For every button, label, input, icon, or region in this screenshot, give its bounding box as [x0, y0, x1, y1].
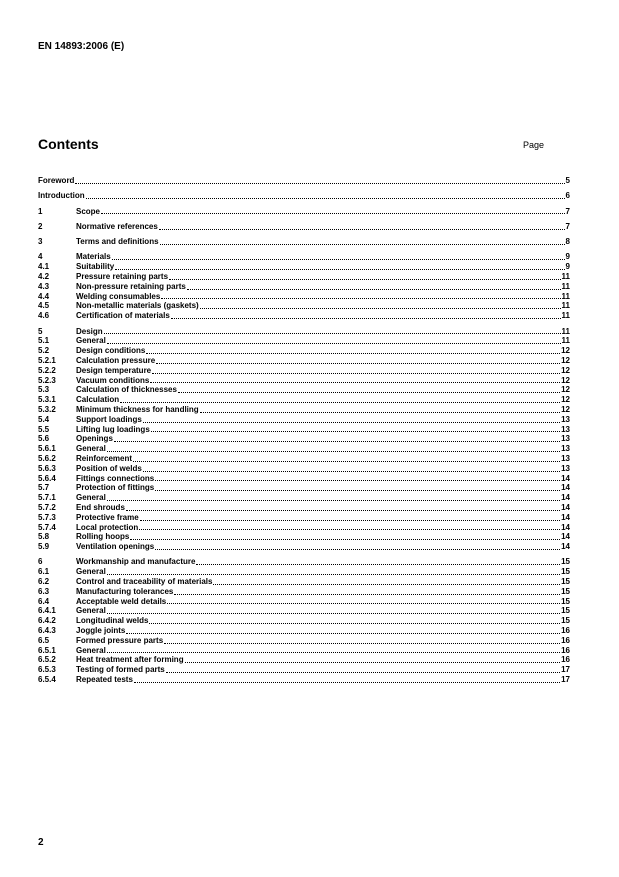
- toc-leader-dots: [107, 336, 561, 344]
- toc-entry-number: 5.7: [38, 483, 50, 493]
- toc-entry-title: Welding consumables: [76, 291, 161, 301]
- toc-entry[interactable]: [38, 262, 570, 272]
- toc-entry-page: 11: [561, 272, 570, 282]
- toc-entry-title: Fittings connections: [76, 473, 155, 483]
- toc-entry-page: 14: [561, 542, 570, 552]
- toc-entry-page: 13: [561, 434, 570, 444]
- toc-entry[interactable]: [38, 646, 570, 656]
- toc-entry[interactable]: [38, 606, 570, 616]
- toc-entry[interactable]: [38, 385, 570, 395]
- toc-entry-number: 5.9: [38, 542, 50, 552]
- toc-leader-dots: [143, 415, 560, 423]
- toc-entry-title: Local protection: [76, 522, 139, 532]
- toc-entry[interactable]: [38, 222, 570, 232]
- toc-entry-title: Longitudinal welds: [76, 616, 149, 626]
- toc-entry-page: 12: [561, 404, 570, 414]
- toc-entry-title: Materials: [76, 252, 111, 262]
- toc-entry-title: Design conditions: [76, 346, 146, 356]
- toc-leader-dots: [134, 675, 560, 683]
- toc-leader-dots: [104, 326, 561, 334]
- toc-entry-page: 9: [565, 252, 570, 262]
- toc-leader-dots: [75, 176, 564, 184]
- toc-entry-page: 15: [561, 596, 570, 606]
- toc-entry-number: 5.3.1: [38, 395, 56, 405]
- toc-entry-number: 4.5: [38, 301, 50, 311]
- toc-entry-title: General: [76, 645, 106, 655]
- toc-entry-page: 9: [565, 262, 570, 272]
- toc-entry-page: 7: [565, 206, 570, 216]
- toc-entry-number: 6.5.3: [38, 665, 56, 675]
- toc-entry[interactable]: [38, 311, 570, 321]
- toc-entry-page: 14: [561, 502, 570, 512]
- toc-leader-dots: [139, 522, 560, 530]
- toc-entry-title: Suitability: [76, 262, 115, 272]
- toc-leader-dots: [174, 587, 560, 595]
- toc-entry-title: Non-metallic materials (gaskets): [76, 301, 199, 311]
- toc-entry[interactable]: [38, 237, 570, 247]
- toc-leader-dots: [200, 301, 561, 309]
- toc-leader-dots: [171, 311, 561, 319]
- toc-entry[interactable]: [38, 626, 570, 636]
- toc-entry-page: 14: [561, 473, 570, 483]
- toc-entry[interactable]: [38, 493, 570, 503]
- toc-entry-page: 16: [561, 625, 570, 635]
- toc-entry-title: Workmanship and manufacture: [76, 557, 196, 567]
- toc-entry-page: 7: [565, 221, 570, 231]
- toc-entry-page: 13: [561, 453, 570, 463]
- toc-entry[interactable]: [38, 567, 570, 577]
- page-number: 2: [38, 837, 44, 848]
- toc-entry-title: Normative references: [76, 221, 158, 231]
- toc-entry-number: 6.4: [38, 596, 50, 606]
- toc-entry-page: 12: [561, 395, 570, 405]
- toc-entry[interactable]: [38, 327, 570, 337]
- toc-leader-dots: [130, 532, 560, 540]
- toc-entry[interactable]: [38, 464, 570, 474]
- toc-entry-number: 5.6.3: [38, 463, 56, 473]
- toc-leader-dots: [107, 606, 560, 614]
- toc-leader-dots: [169, 272, 560, 280]
- toc-entry-title: Formed pressure parts: [76, 635, 164, 645]
- toc-entry-number: 4: [38, 252, 43, 262]
- toc-entry-title: Introduction: [38, 191, 85, 201]
- toc-entry[interactable]: [38, 636, 570, 646]
- toc-entry-page: 13: [561, 414, 570, 424]
- toc-entry-number: 6.1: [38, 567, 50, 577]
- toc-leader-dots: [213, 577, 560, 585]
- toc-entry-page: 15: [561, 557, 570, 567]
- toc-entry-title: Repeated tests: [76, 674, 133, 684]
- toc-entry[interactable]: [38, 577, 570, 587]
- toc-entry-page: 11: [561, 336, 570, 346]
- toc-entry-number: 6.2: [38, 576, 50, 586]
- toc-entry-title: Control and traceability of materials: [76, 576, 213, 586]
- toc-entry-title: Foreword: [38, 176, 75, 185]
- toc-entry[interactable]: [38, 176, 570, 186]
- toc-leader-dots: [86, 191, 565, 199]
- toc-entry-title: Design temperature: [76, 365, 152, 375]
- toc-leader-dots: [151, 424, 560, 432]
- toc-entry-page: 16: [561, 635, 570, 645]
- toc-entry[interactable]: [38, 503, 570, 513]
- toc-entry-page: 15: [561, 586, 570, 596]
- toc-leader-dots: [115, 262, 564, 270]
- toc-entry-number: 5.3: [38, 385, 50, 395]
- toc-entry-title: Certification of materials: [76, 311, 170, 321]
- toc-entry-number: 6.4.3: [38, 625, 56, 635]
- toc-entry-title: General: [76, 493, 106, 503]
- toc-entry-number: 5.2.3: [38, 375, 56, 385]
- toc-entry-title: Minimum thickness for handling: [76, 404, 199, 414]
- toc-entry-page: 14: [561, 512, 570, 522]
- toc-entry-number: 5.7.1: [38, 493, 56, 503]
- toc-entry[interactable]: [38, 346, 570, 356]
- toc-entry-title: Non-pressure retaining parts: [76, 281, 186, 291]
- toc-leader-dots: [167, 596, 560, 604]
- toc-entry-number: 5.6.2: [38, 453, 56, 463]
- toc-entry-page: 12: [561, 346, 570, 356]
- toc-entry-title: Support loadings: [76, 414, 142, 424]
- toc-leader-dots: [156, 356, 560, 364]
- toc-entry-page: 12: [561, 355, 570, 365]
- toc-entry-title: Calculation: [76, 395, 120, 405]
- toc-entry[interactable]: [38, 444, 570, 454]
- toc-leader-dots: [178, 385, 560, 393]
- toc-entry-number: 5.2.1: [38, 355, 56, 365]
- toc-entry-title: Acceptable weld details: [76, 596, 167, 606]
- toc-entry-number: 5.6.4: [38, 473, 56, 483]
- toc-entry-page: 11: [561, 291, 570, 301]
- toc-entry[interactable]: [38, 532, 570, 542]
- contents-title: Contents: [38, 136, 99, 152]
- toc-entry-page: 15: [561, 576, 570, 586]
- toc-entry-number: 6.4.1: [38, 606, 56, 616]
- toc-entry-page: 5: [565, 176, 570, 185]
- toc-entry[interactable]: [38, 675, 570, 685]
- toc-entry-number: 6: [38, 557, 43, 567]
- toc-entry[interactable]: [38, 542, 570, 552]
- toc-entry-title: Calculation pressure: [76, 355, 156, 365]
- toc-entry-title: Heat treatment after forming: [76, 655, 184, 665]
- toc-entry-number: 5.7.4: [38, 522, 56, 532]
- toc-entry-title: General: [76, 336, 106, 346]
- toc-entry-title: Terms and definitions: [76, 237, 159, 247]
- toc-entry-page: 11: [561, 311, 570, 321]
- toc-entry[interactable]: [38, 557, 570, 567]
- toc-entry-page: 15: [561, 616, 570, 626]
- toc-entry-page: 13: [561, 444, 570, 454]
- toc-entry-number: 6.4.2: [38, 616, 56, 626]
- toc-leader-dots: [166, 665, 560, 673]
- toc-entry-page: 11: [561, 326, 570, 336]
- toc-entry-page: 13: [561, 424, 570, 434]
- toc-entry-title: Protective frame: [76, 512, 139, 522]
- toc-leader-dots: [120, 395, 560, 403]
- toc-entry[interactable]: [38, 434, 570, 444]
- toc-entry-number: 4.1: [38, 262, 50, 272]
- toc-entry-title: Ventilation openings: [76, 542, 155, 552]
- toc-entry-page: 17: [561, 674, 570, 684]
- toc-leader-dots: [149, 616, 560, 624]
- toc-entry-title: Pressure retaining parts: [76, 272, 169, 282]
- toc-leader-dots: [159, 222, 565, 230]
- toc-entry-page: 6: [565, 191, 570, 201]
- toc-leader-dots: [107, 493, 560, 501]
- toc-entry-page: 15: [561, 606, 570, 616]
- toc-entry-number: 5.3.2: [38, 404, 56, 414]
- toc-entry-number: 5.4: [38, 414, 50, 424]
- toc-entry-title: Design: [76, 326, 103, 336]
- toc-leader-dots: [107, 444, 560, 452]
- toc-leader-dots: [161, 291, 560, 299]
- toc-entry[interactable]: [38, 665, 570, 675]
- toc-entry-page: 11: [561, 281, 570, 291]
- toc-entry-number: 6.5: [38, 635, 50, 645]
- toc-leader-dots: [140, 513, 560, 521]
- toc-leader-dots: [133, 454, 560, 462]
- document-id-header: EN 14893:2006 (E): [38, 41, 125, 52]
- toc-entry-title: Joggle joints: [76, 625, 126, 635]
- toc-entry-number: 5.8: [38, 532, 50, 542]
- toc-entry[interactable]: [38, 454, 570, 464]
- toc-leader-dots: [150, 375, 560, 383]
- toc-entry-number: 5: [38, 326, 43, 336]
- toc-entry-page: 17: [561, 665, 570, 675]
- toc-entry-number: 4.4: [38, 291, 50, 301]
- toc-leader-dots: [143, 464, 560, 472]
- toc-entry-title: Protection of fittings: [76, 483, 155, 493]
- toc-entry-title: Testing of formed parts: [76, 665, 165, 675]
- toc-entry-title: Vacuum conditions: [76, 375, 150, 385]
- toc-entry[interactable]: [38, 252, 570, 262]
- toc-entry-title: End shrouds: [76, 502, 125, 512]
- toc-entry-number: 6.5.1: [38, 645, 56, 655]
- toc-leader-dots: [126, 503, 560, 511]
- toc-entry-number: 5.6: [38, 434, 50, 444]
- toc-leader-dots: [126, 626, 560, 634]
- toc-leader-dots: [107, 645, 560, 653]
- toc-entry[interactable]: [38, 207, 570, 217]
- toc-entry[interactable]: [38, 513, 570, 523]
- toc-entry[interactable]: [38, 483, 570, 493]
- toc-entry[interactable]: [38, 587, 570, 597]
- toc-leader-dots: [107, 567, 560, 575]
- toc-entry-title: Lifting lug loadings: [76, 424, 150, 434]
- toc-leader-dots: [114, 434, 560, 442]
- toc-entry-page: 12: [561, 385, 570, 395]
- toc-leader-dots: [160, 237, 565, 245]
- table-of-contents: [38, 176, 570, 685]
- toc-leader-dots: [155, 473, 560, 481]
- page-column-label: Page: [523, 140, 545, 150]
- toc-entry-number: 2: [38, 221, 43, 231]
- toc-entry-page: 14: [561, 522, 570, 532]
- toc-entry-number: 5.5: [38, 424, 50, 434]
- toc-entry-title: Scope: [76, 206, 101, 216]
- toc-entry-number: 5.1: [38, 336, 50, 346]
- toc-entry-title: General: [76, 567, 106, 577]
- toc-entry-title: Rolling hoops: [76, 532, 130, 542]
- toc-entry-page: 15: [561, 567, 570, 577]
- toc-entry-number: 6.5.4: [38, 674, 56, 684]
- toc-entry-number: 5.7.3: [38, 512, 56, 522]
- toc-entry-page: 16: [561, 645, 570, 655]
- toc-entry[interactable]: [38, 415, 570, 425]
- toc-entry-number: 1: [38, 206, 43, 216]
- toc-entry-number: 5.2: [38, 346, 50, 356]
- toc-leader-dots: [155, 542, 560, 550]
- toc-entry-page: 12: [561, 375, 570, 385]
- toc-entry-title: Manufacturing tolerances: [76, 586, 174, 596]
- toc-entry-page: 14: [561, 532, 570, 542]
- toc-entry-title: General: [76, 606, 106, 616]
- toc-entry-number: 5.6.1: [38, 444, 56, 454]
- toc-leader-dots: [200, 405, 560, 413]
- toc-entry-page: 11: [561, 301, 570, 311]
- toc-entry-page: 16: [561, 655, 570, 665]
- toc-entry[interactable]: [38, 191, 570, 201]
- toc-entry-title: Calculation of thicknesses: [76, 385, 177, 395]
- toc-entry-number: 4.2: [38, 272, 50, 282]
- toc-leader-dots: [146, 346, 560, 354]
- toc-leader-dots: [112, 252, 565, 260]
- toc-leader-dots: [185, 655, 561, 663]
- toc-entry-title: General: [76, 444, 106, 454]
- toc-entry[interactable]: [38, 395, 570, 405]
- toc-entry-page: 14: [561, 483, 570, 493]
- toc-entry[interactable]: [38, 272, 570, 282]
- toc-entry[interactable]: [38, 616, 570, 626]
- toc-entry-number: 4.3: [38, 281, 50, 291]
- toc-entry[interactable]: [38, 425, 570, 435]
- toc-entry[interactable]: [38, 366, 570, 376]
- toc-entry-number: 4.6: [38, 311, 50, 321]
- toc-leader-dots: [164, 636, 560, 644]
- toc-entry[interactable]: [38, 523, 570, 533]
- toc-entry-number: 5.7.2: [38, 502, 56, 512]
- toc-entry-number: 5.2.2: [38, 365, 56, 375]
- toc-entry[interactable]: [38, 405, 570, 415]
- toc-entry-number: 6.3: [38, 586, 50, 596]
- toc-leader-dots: [187, 282, 561, 290]
- toc-entry-number: 3: [38, 237, 43, 247]
- toc-leader-dots: [196, 557, 560, 565]
- toc-entry[interactable]: [38, 356, 570, 366]
- toc-entry[interactable]: [38, 474, 570, 484]
- toc-leader-dots: [101, 206, 565, 214]
- toc-entry[interactable]: [38, 282, 570, 292]
- toc-leader-dots: [155, 483, 560, 491]
- toc-entry-number: 6.5.2: [38, 655, 56, 665]
- toc-entry-page: 12: [561, 365, 570, 375]
- toc-entry-page: 13: [561, 463, 570, 473]
- toc-entry-title: Reinforcement: [76, 453, 133, 463]
- toc-entry[interactable]: [38, 597, 570, 607]
- toc-entry[interactable]: [38, 292, 570, 302]
- toc-entry-title: Openings: [76, 434, 113, 444]
- toc-leader-dots: [152, 366, 560, 374]
- toc-entry-page: 8: [565, 237, 570, 247]
- toc-entry-title: Position of welds: [76, 463, 142, 473]
- toc-entry[interactable]: [38, 336, 570, 346]
- toc-entry[interactable]: [38, 376, 570, 386]
- toc-entry[interactable]: [38, 655, 570, 665]
- toc-entry[interactable]: [38, 301, 570, 311]
- toc-entry-page: 14: [561, 493, 570, 503]
